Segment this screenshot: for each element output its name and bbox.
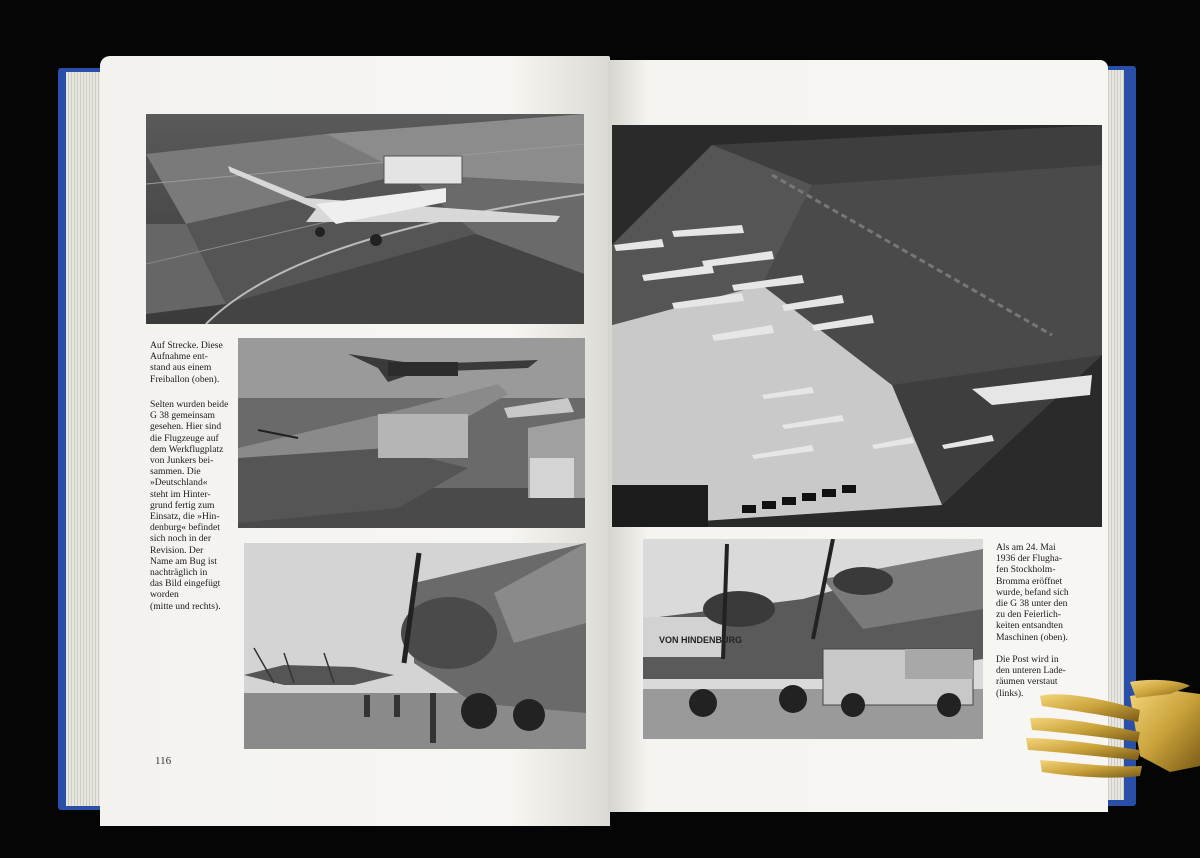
caption-right-bottom: Die Post wird in den unteren Lade- räumen verstaut (links). — [996, 654, 1066, 699]
photo-aircraft-over-fields — [146, 114, 584, 324]
photo-two-g38-airfield — [238, 338, 585, 528]
caption-left-middle: Selten wurden beide G 38 gemeinsam gesehen. Hier sind die Flugzeuge auf dem Werkflugplatz von Junkers bei- sammen. Die »Deutschland« steht im Hinter- grund fertig zum Einsatz, die »Hin- denburg« befindet sich noch in der Revision. Der Name am Bug ist nachträglich in das Bild eingefügt worden (mitte und rechts). — [150, 399, 229, 612]
photo-propeller-closeup — [244, 543, 586, 749]
photo-plane-with-truck — [643, 539, 983, 739]
brass-hand-bookmark — [1020, 676, 1200, 786]
photo-aerial-airfield — [612, 125, 1102, 527]
caption-left-top: Auf Strecke. Diese Aufnahme ent- stand aus einem Freiballon (oben). — [150, 340, 223, 385]
aircraft-name-lettering: VON HINDENBURG — [659, 635, 743, 645]
caption-right-top: Als am 24. Mai 1936 der Flugha- fen Stockholm- Bromma eröffnet wurde, befand sich die G 38 unter den zu den Feierlich- keiten entsandten Maschinen (oben). — [996, 542, 1069, 643]
page-number: 116 — [155, 755, 172, 767]
